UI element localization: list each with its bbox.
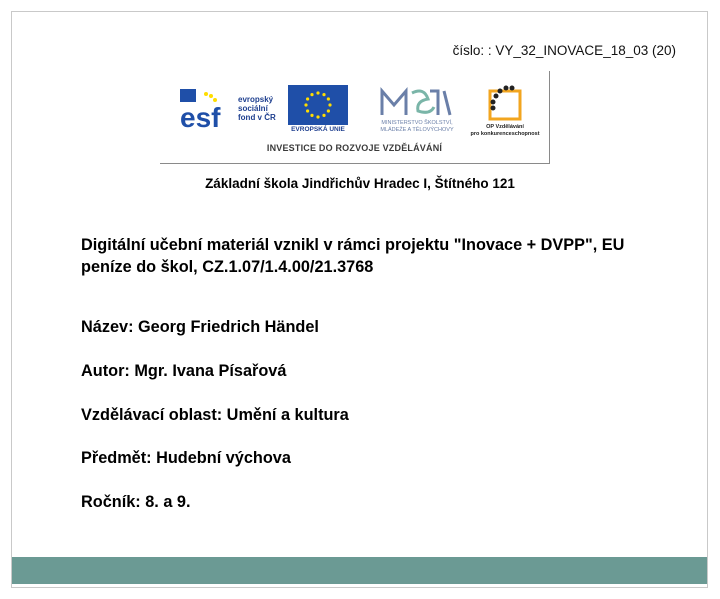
- intro-block: [81, 234, 641, 278]
- esf-text-line-1: evropský: [238, 95, 274, 104]
- eu-star-icon: [327, 109, 330, 112]
- investice-slogan: INVESTICE DO ROZVOJE VZDĚLÁVÁNÍ: [266, 143, 443, 153]
- op-vk-caption: [470, 124, 540, 138]
- svg-text:esf: esf: [180, 102, 221, 133]
- op-caption-line-1: OP Vzdělávání: [486, 124, 524, 130]
- eu-star-icon: [322, 114, 325, 117]
- material-number: číslo: : VY_32_INOVACE_18_03 (20): [452, 43, 676, 58]
- msmt-caption: [372, 120, 462, 134]
- eu-star-icon: [316, 115, 319, 118]
- esf-logo: [178, 85, 278, 137]
- eu-flag-icon: [288, 85, 348, 125]
- field-rocnik: Ročník: 8. a 9.: [81, 493, 191, 511]
- eu-star-icon: [327, 97, 330, 100]
- eu-star-icon: [306, 109, 309, 112]
- field-predmet: Předmět: Hudební výchova: [81, 449, 291, 467]
- esf-logo-text: [238, 95, 276, 122]
- eu-star-icon: [322, 93, 325, 96]
- msmt-logo: [372, 85, 462, 139]
- field-oblast: Vzdělávací oblast: Umění a kultura: [81, 406, 349, 424]
- msmt-caption-line-1: MINISTERSTVO ŠKOLSTVÍ,: [381, 120, 453, 126]
- esf-text-line-3: fond v ČR: [238, 113, 276, 122]
- logo-strip: [160, 71, 550, 164]
- field-nazev: Název: Georg Friedrich Händel: [81, 318, 319, 336]
- eu-star-icon: [306, 97, 309, 100]
- op-vk-logo: [470, 83, 540, 141]
- eu-star-icon: [328, 103, 331, 106]
- msmt-caption-line-2: MLÁDEŽE A TĚLOVÝCHOVY: [380, 127, 454, 133]
- op-vk-logo-icon: [470, 83, 540, 123]
- eu-caption: EVROPSKÁ UNIE: [291, 126, 345, 133]
- eu-star-icon: [304, 103, 307, 106]
- footer-bar: [12, 557, 707, 584]
- field-autor: Autor: Mgr. Ivana Písařová: [81, 362, 287, 380]
- eu-star-icon: [316, 91, 319, 94]
- op-caption-line-2: pro konkurenceschopnost: [470, 131, 540, 137]
- eu-flag-logo: [288, 85, 348, 137]
- eu-star-icon: [310, 93, 313, 96]
- school-name: Základní škola Jindřichův Hradec I, Štítného 121: [205, 176, 515, 191]
- intro-text: Digitální učební materiál vznikl v rámci projektu "Inovace + DVPP", EU peníze do škol, CZ.1.07/1.4.00/21.3768: [81, 236, 625, 276]
- msmt-logo-icon: [372, 85, 462, 119]
- esf-text-line-2: sociální: [238, 104, 268, 113]
- eu-star-icon: [310, 114, 313, 117]
